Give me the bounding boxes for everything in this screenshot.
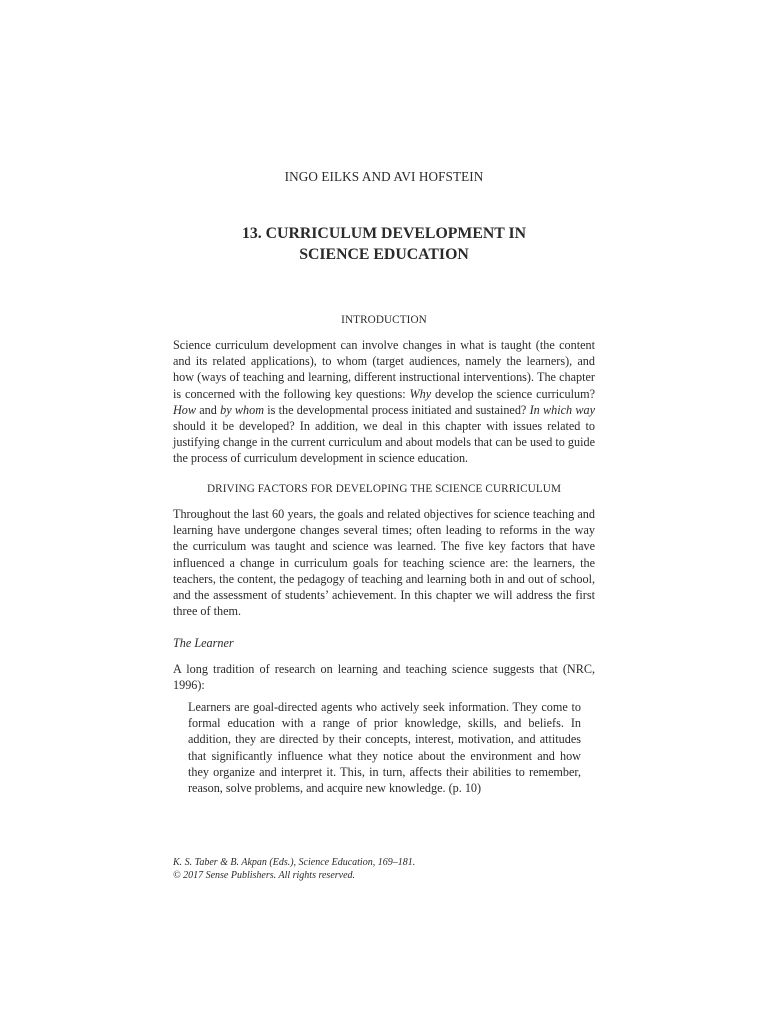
introduction-paragraph [173, 337, 595, 467]
chapter-title-line-2: SCIENCE EDUCATION [299, 246, 469, 263]
chapter-title [0, 223, 768, 265]
learner-paragraph: A long tradition of research on learning and teaching science suggests that (NRC, 1996): [173, 662, 595, 693]
intro-in-which-way: In which way [529, 402, 595, 417]
intro-text-1: Science curriculum development can involve changes in what is taught (the content and its related applications), to whom (target audiences, namely the learners), and how (ways of teaching and learning, different instructional interventions). The chapter is concerned with the following key questions: [173, 338, 595, 401]
learner-block-quote: Learners are goal-directed agents who actively seek information. They come to formal education with a range of prior knowledge, skills, and beliefs. In addition, they are directed by their concepts, interest, motivation, and attitudes that significantly influence what they notice about the environment and how they organize and interpret it. This, in turn, affects their abilities to remember, reason, solve problems, and acquire new knowledge. (p. 10) [188, 700, 581, 796]
driving-factors-paragraph: Throughout the last 60 years, the goals and related objectives for science teaching and learning have undergone changes several times; often leading to reforms in the way the curriculum was taught and science was learned. The five key factors that have influenced a change in curriculum goals for teaching science are: the learners, the teachers, the content, the pedagogy of teaching and learning both in and out of school, and the assessment of students’ achievement. In this chapter we will address the first three of them. [173, 507, 595, 619]
footer-copyright: © 2017 Sense Publishers. All rights reserved. [173, 869, 356, 881]
chapter-title-line-1: 13. CURRICULUM DEVELOPMENT IN [241, 225, 527, 242]
introduction-heading: INTRODUCTION [341, 314, 427, 326]
page-footer [173, 857, 415, 882]
intro-text-3: and [196, 402, 221, 417]
intro-by-whom: by whom [220, 402, 264, 417]
intro-text-4: is the developmental process initiated and sustained? [264, 402, 530, 417]
intro-text-5: should it be developed? In addition, we deal in this chapter with issues related to justifying change in the current curriculum and about models that can be used to guide the process of curriculum development in science education. [173, 419, 595, 466]
chapter-authors: INGO EILKS AND AVI HOFSTEIN [284, 169, 484, 184]
driving-factors-heading: DRIVING FACTORS FOR DEVELOPING THE SCIENCE CURRICULUM [206, 483, 561, 495]
footer-citation: K. S. Taber & B. Akpan (Eds.), Science Education, 169–181. [173, 857, 416, 868]
intro-text-2: develop the science curriculum? [431, 386, 595, 401]
learner-subheading: The Learner [173, 636, 234, 650]
intro-how: How [173, 402, 197, 417]
intro-why: Why [409, 386, 432, 401]
